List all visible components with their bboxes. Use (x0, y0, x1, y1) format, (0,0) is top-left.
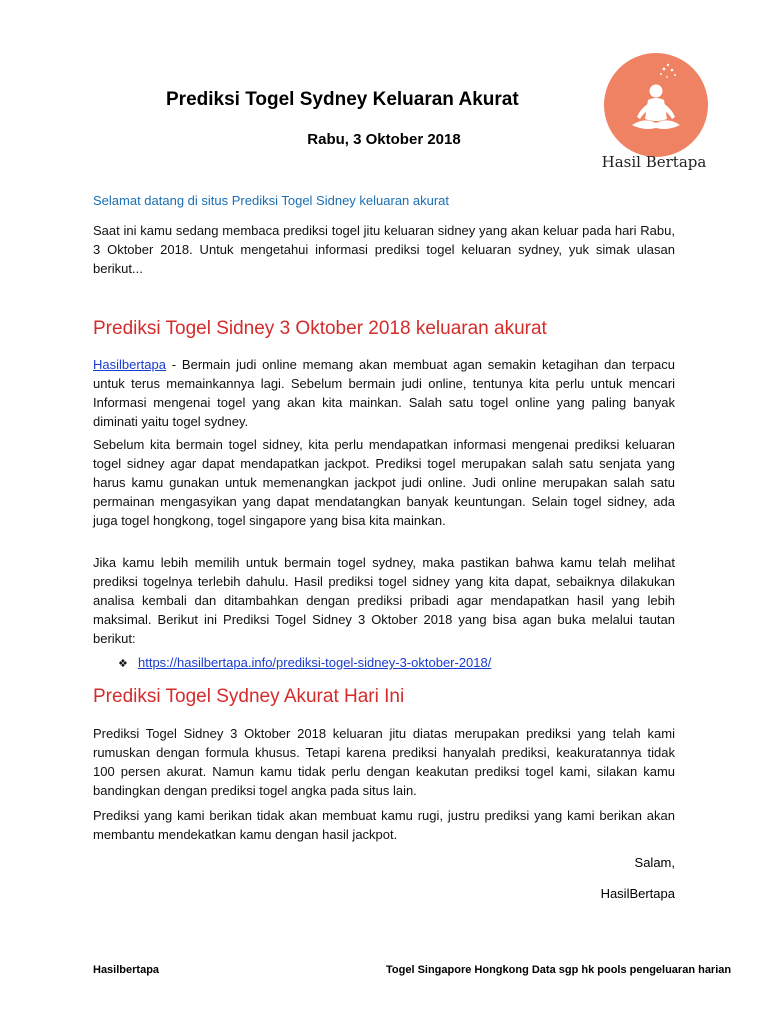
logo-text: Hasil Bertapa (601, 153, 707, 171)
article-link[interactable]: https://hasilbertapa.info/prediksi-togel-sidney-3-oktober-2018/ (138, 655, 492, 670)
welcome-text: Selamat datang di situs Prediksi Togel Sidney keluaran akurat (93, 193, 450, 208)
page-title: Prediksi Togel Sydney Keluaran Akurat (166, 89, 519, 110)
section-1-paragraph-3: Jika kamu lebih memilih untuk bermain togel sydney, maka pastikan bahwa kamu telah melihat prediksi togelnya terlebih dahulu. Hasil prediksi togel sidney yang kita dapat, sebaiknya dilakukan analisa kembali dan ditambahkan dengan prediksi pribadi agar mendapatkan hasil yang lebih maksimal. Berikut ini Prediksi Togel Sidney 3 Oktober 2018 yang bisa agan buka melalui tautan berikut: (93, 555, 675, 646)
diamond-bullet-icon: ❖ (118, 658, 128, 670)
section-2-paragraph-2: Prediksi yang kami berikan tidak akan membuat kamu rugi, justru prediksi yang kami berikan akan membantu mendekatkan kamu dengan hasil jackpot. (93, 808, 675, 842)
closing-salutation: Salam, (634, 855, 675, 870)
section-2-paragraph-1: Prediksi Togel Sidney 3 Oktober 2018 keluaran jitu diatas merupakan prediksi yang telah kami rumuskan dengan formula khusus. Tetapi karena prediksi hanyalah prediksi, keakuratannya tidak 100 persen akurat. Namun kamu tidak perlu dengan keakutan prediksi togel kami, silakan kamu bandingkan dengan prediksi togel angka pada situs lain. (93, 726, 675, 798)
page-date: Rabu, 3 Oktober 2018 (307, 131, 461, 148)
section-1-paragraph-1 (93, 355, 675, 431)
hasilbertapa-link[interactable]: Hasilbertapa (93, 357, 166, 372)
paragraph-text: - Bermain judi online memang akan membuat agan semakin ketagihan dan terpacu untuk terus memainkannya lagi. Sebelum bermain judi online, tentunya kita perlu untuk mencari Informasi mengenai togel yang akan kita mainkan. Salah satu togel online yang paling banyak diminati yaitu togel sydney. (93, 357, 675, 429)
footer-left: Hasilbertapa (93, 964, 160, 976)
link-list-item (118, 655, 491, 670)
section-2-heading: Prediksi Togel Sydney Akurat Hari Ini (93, 686, 405, 707)
hasil-bertapa-logo (596, 50, 710, 180)
footer-right: Togel Singapore Hongkong Data sgp hk pools pengeluaran harian (386, 964, 732, 976)
intro-paragraph: Saat ini kamu sedang membaca prediksi togel jitu keluaran sidney yang akan keluar pada hari Rabu, 3 Oktober 2018. Untuk mengetahui informasi prediksi togel keluaran sydney, yuk simak ulasan berikut... (93, 223, 675, 276)
closing-signature: HasilBertapa (600, 886, 675, 901)
section-1-heading: Prediksi Togel Sidney 3 Oktober 2018 keluaran akurat (93, 318, 547, 339)
section-1-paragraph-2: Sebelum kita bermain togel sidney, kita perlu mendapatkan informasi mengenai prediksi keluaran togel sidney agar dapat mendapatkan jackpot. Prediksi togel merupakan salah satu senjata yang harus kamu gunakan untuk memenangkan jackpot judi online. Judi online merupakan salah satu permainan mengasyikan yang dapat mendatangkan banyak keuntungan. Selain togel sidney, ada juga togel hongkong, togel singapore yang bisa kita mainkan. (93, 437, 675, 528)
